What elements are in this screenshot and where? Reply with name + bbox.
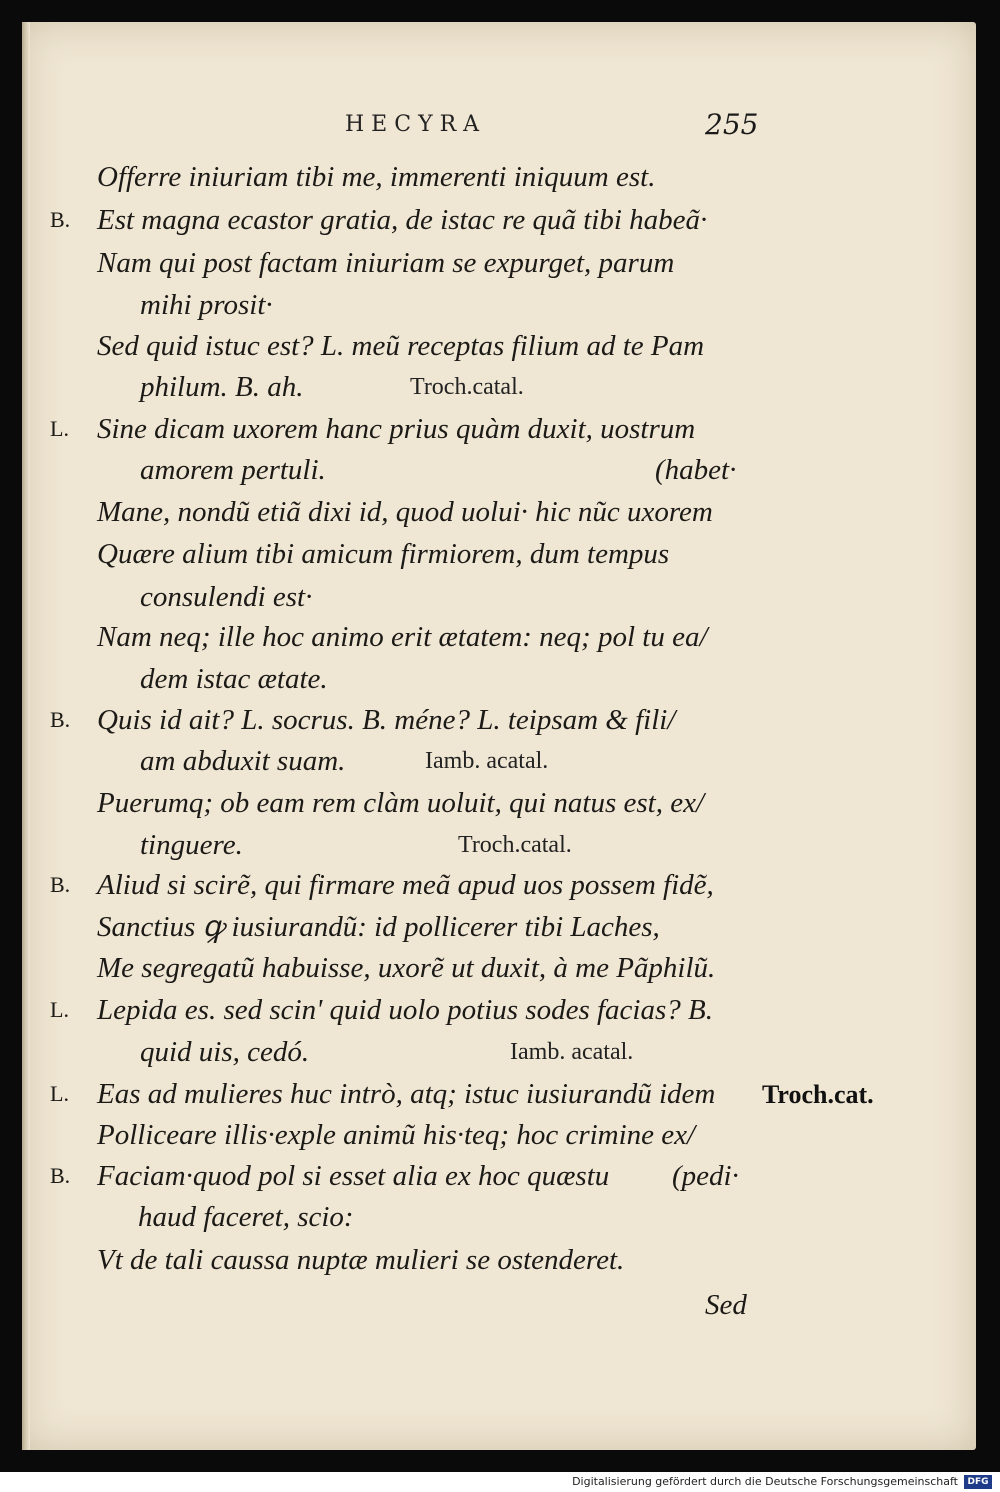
text-line: Nam neq; ille hoc animo erit ætatem: neq; pol tu ea/ bbox=[97, 621, 708, 653]
text-line: amorem pertuli. bbox=[140, 454, 326, 486]
text-line: Quis id ait? L. socrus. B. méne? L. teipsam & fili/ bbox=[97, 704, 676, 736]
text-line: consulendi est· bbox=[140, 581, 313, 613]
speaker-label: L. bbox=[50, 997, 69, 1022]
page-number: 255 bbox=[705, 108, 759, 141]
text-line: Faciam·quod pol si esset alia ex hoc quæstu bbox=[97, 1160, 610, 1192]
text-line: am abduxit suam. bbox=[140, 745, 346, 777]
meter-note: Troch.catal. bbox=[458, 832, 572, 858]
text-line: dem istac ætate. bbox=[140, 663, 328, 695]
text-line: Mane, nondũ etiã dixi id, quod uolui· hic nũc uxorem bbox=[97, 496, 713, 528]
text-line: mihi prosit· bbox=[140, 289, 273, 321]
text-line: philum. B. ah. bbox=[140, 371, 304, 403]
text-line: tinguere. bbox=[140, 829, 243, 861]
meter-note: (pedi· bbox=[672, 1160, 739, 1192]
text-line: Aliud si scirẽ, qui firmare meã apud uos possem fidẽ, bbox=[97, 869, 714, 901]
footer-bar bbox=[0, 1472, 1000, 1492]
meter-note: Iamb. acatal. bbox=[425, 748, 549, 774]
text-line: Vt de tali caussa nuptæ mulieri se ostenderet. bbox=[97, 1244, 625, 1276]
text-line: Nam qui post factam iniuriam se expurget, parum bbox=[97, 247, 675, 279]
meter-note: (habet· bbox=[655, 454, 737, 486]
text-line: quid uis, cedó. bbox=[140, 1036, 310, 1068]
funding-credit: Digitalisierung gefördert durch die Deutsche Forschungsgemeinschaft bbox=[572, 1475, 958, 1488]
text-line: Est magna ecastor gratia, de istac re quã tibi habeã· bbox=[97, 204, 708, 236]
text-line: Sanctius ꝙ iusiurandũ: id pollicerer tibi Laches, bbox=[97, 911, 660, 943]
meter-note: Iamb. acatal. bbox=[510, 1039, 634, 1065]
speaker-label: L. bbox=[50, 1081, 69, 1106]
text-line: Me segregatũ habuisse, uxorẽ ut duxit, à me Pãphilũ. bbox=[97, 952, 716, 984]
speaker-label: L. bbox=[50, 416, 69, 441]
text-line: Polliceare illis·exple animũ his·teq; hoc crimine ex/ bbox=[97, 1119, 696, 1151]
text-line: Lepida es. sed scin' quid uolo potius sodes facias? B. bbox=[97, 994, 713, 1026]
page-spine-shadow bbox=[22, 22, 30, 1450]
speaker-label: B. bbox=[50, 207, 71, 232]
dfg-logo: DFG bbox=[964, 1475, 992, 1489]
text-line: Puerumq; ob eam rem clàm uoluit, qui natus est, ex/ bbox=[97, 787, 705, 819]
speaker-label: B. bbox=[50, 1163, 71, 1188]
running-header-title: HECYRA bbox=[345, 112, 487, 137]
speaker-label: B. bbox=[50, 872, 71, 897]
text-line: Quære alium tibi amicum firmiorem, dum tempus bbox=[97, 538, 670, 570]
meter-note: Troch.catal. bbox=[410, 374, 524, 400]
speaker-label: B. bbox=[50, 707, 71, 732]
text-line: haud faceret, scio: bbox=[138, 1201, 354, 1233]
text-line: Offerre iniuriam tibi me, immerenti iniquum est. bbox=[97, 161, 656, 193]
catchword: Sed bbox=[705, 1289, 747, 1321]
margin-meter-note: Troch.cat. bbox=[762, 1080, 874, 1109]
text-line: Sed quid istuc est? L. meũ receptas filium ad te Pam bbox=[97, 330, 705, 362]
text-line: Eas ad mulieres huc intrò, atq; istuc iusiurandũ idem bbox=[97, 1078, 716, 1110]
text-line: Sine dicam uxorem hanc prius quàm duxit, uostrum bbox=[97, 413, 696, 445]
